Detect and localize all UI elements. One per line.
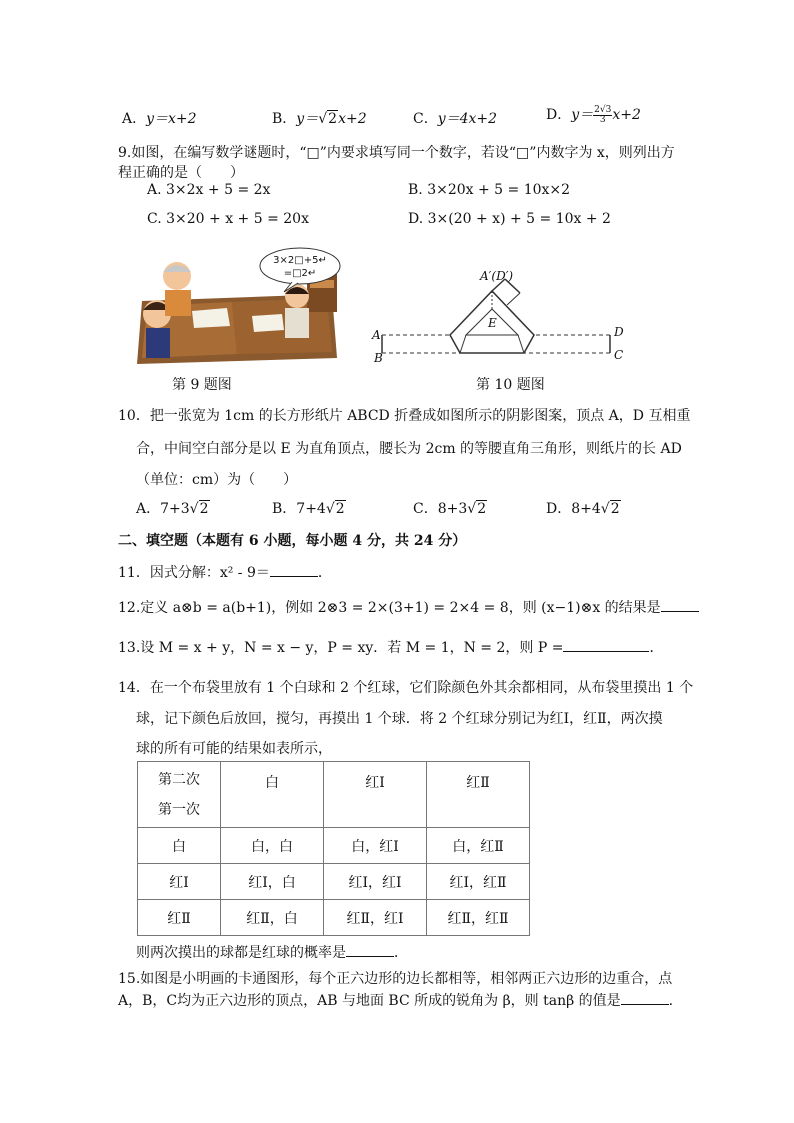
table-cell: 白，白 [221, 828, 324, 864]
q9-stem-line1: 9.如图，在编写数学谜题时，“□”内要求填写同一个数字，若设“□”内数字为 x，则列出方 [118, 145, 675, 161]
q8-option-c: C．y＝4x+2 [413, 111, 498, 127]
q10-option-a: A．7+3√2 [136, 501, 209, 517]
figure-10-diagram [370, 265, 630, 365]
q11: 11．因式分解：x² - 9＝ ． [118, 565, 332, 581]
fig10-label-c: C [614, 348, 624, 362]
q9-stem-line2: 程正确的是（ ） [118, 165, 244, 181]
q14-result-table [137, 761, 530, 936]
table-cell: 红Ⅰ，白 [221, 864, 324, 900]
section-2-heading: 二、填空题（本题有 6 小题，每小题 4 分，共 24 分） [118, 533, 467, 549]
q15-stem-line2: A，B，C均为正六边形的顶点，AB 与地面 BC 所成的锐角为 β，则 tanβ 的值是 . [118, 993, 674, 1009]
bubble-text-line1: 3×2□+5↵ [273, 255, 327, 266]
fig10-label-b: B [374, 351, 383, 365]
table-row-header: 红Ⅰ [138, 864, 221, 900]
q9-option-b: B. 3×20x + 5 = 10x×2 [408, 182, 571, 198]
q10-option-c: C．8+3√2 [413, 501, 487, 517]
q12: 12.定义 a⊗b = a(b+1)，例如 2⊗3 = 2×(3+1) = 2×4 = 8，则 (x−1)⊗x 的结果是 [118, 597, 699, 617]
table-cell: 红Ⅰ，红Ⅱ [427, 864, 530, 900]
figure-9-cartoon [132, 246, 342, 366]
q14-question: 则两次摸出的球都是红球的概率是 ． [136, 945, 408, 961]
table-col-header: 白 [221, 762, 324, 828]
q8-option-d: D．y＝ $\frac{2√3}{3}$ x+2 [546, 104, 641, 125]
table-cell: 红Ⅱ，白 [221, 900, 324, 936]
table-header-corner: 第二次 第一次 [138, 762, 221, 828]
q14-stem-line3: 球的所有可能的结果如表所示， [136, 741, 332, 757]
fig10-label-e: E [488, 316, 497, 330]
q10-stem-line2: 合，中间空白部分是以 E 为直角顶点，腰长为 2cm 的等腰直角三角形，则纸片的长 AD [136, 441, 682, 457]
table-cell: 红Ⅰ，红Ⅰ [324, 864, 427, 900]
q13: 13.设 M = x + y，N = x − y，P = xy．若 M = 1，N = 2，则 P = ． [118, 640, 664, 656]
table-cell: 红Ⅱ，红Ⅱ [427, 900, 530, 936]
figure-10-caption: 第 10 题图 [476, 377, 545, 393]
table-row [138, 864, 530, 900]
q8-option-a: A．y＝x+2 [122, 111, 197, 127]
q15-stem-line1: 15.如图是小明画的卡通图形，每个正六边形的边长都相等，相邻两正六边形的边重合，点 [118, 971, 673, 987]
fig10-label-d: D [614, 325, 624, 339]
q10-option-b: B．7+4√2 [272, 501, 345, 517]
q10-option-d: D．8+4√2 [546, 501, 620, 517]
q9-option-d: D. 3×(20 + x) + 5 = 10x + 2 [408, 211, 611, 227]
q14-stem-line2: 球，记下颜色后放回，搅匀，再摸出 1 个球．将 2 个红球分别记为红Ⅰ，红Ⅱ，两次摸 [136, 711, 663, 727]
fig10-label-a: A [372, 328, 381, 342]
table-row [138, 900, 530, 936]
table-cell: 白，红Ⅰ [324, 828, 427, 864]
q10-stem-line1: 10．把一张宽为 1cm 的长方形纸片 ABCD 折叠成如图所示的阴影图案，顶点 A，D 互相重 [118, 408, 691, 424]
fig10-label-a-d: A′(D′) [480, 269, 514, 283]
table-cell: 红Ⅱ，红Ⅰ [324, 900, 427, 936]
table-cell: 白，红Ⅱ [427, 828, 530, 864]
table-row-header: 红Ⅱ [138, 900, 221, 936]
table-row [138, 828, 530, 864]
q14-stem-line1: 14．在一个布袋里放有 1 个白球和 2 个红球，它们除颜色外其余都相同，从布袋里摸出 1 个 [118, 680, 694, 696]
table-col-header: 红Ⅰ [324, 762, 427, 828]
bubble-text-line2: =□2↵ [283, 268, 317, 279]
q10-stem-line3: （单位：cm）为（ ） [136, 472, 298, 488]
q8-option-b: B．y＝√2x+2 [272, 111, 367, 127]
table-row-header: 白 [138, 828, 221, 864]
table-col-header: 红Ⅱ [427, 762, 530, 828]
figure-9-caption: 第 9 题图 [172, 377, 232, 393]
q9-option-c: C. 3×20 + x + 5 = 20x [147, 211, 309, 227]
q9-option-a: A. 3×2x + 5 = 2x [147, 182, 271, 198]
